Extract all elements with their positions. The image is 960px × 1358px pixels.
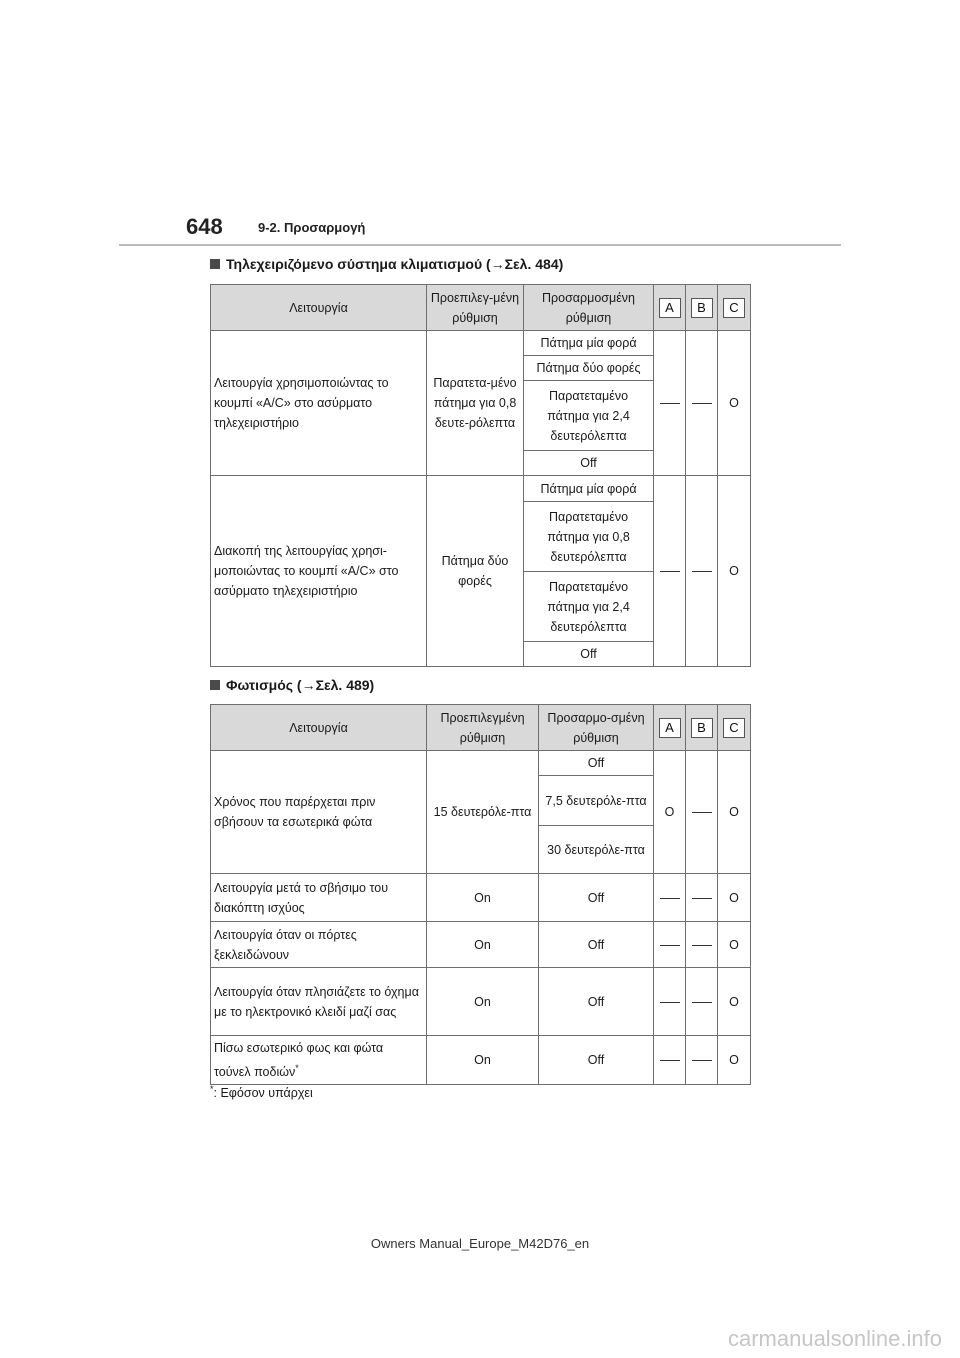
table-cell-c: O <box>718 331 751 476</box>
table-cell-a <box>654 1036 686 1085</box>
table-cell-a: O <box>654 751 686 874</box>
table-cell-default: On <box>427 874 539 922</box>
col-c: C <box>723 298 745 318</box>
footnote-text: : Εφόσον υπάρχει <box>213 1086 313 1101</box>
table-cell-custom: Off <box>539 968 654 1036</box>
table-cell-function: Χρόνος που παρέρχεται πριν σβήσουν τα εσωτερικά φώτα <box>211 751 427 874</box>
table-cell-a <box>654 331 686 476</box>
col-c: C <box>723 718 745 738</box>
square-bullet-icon <box>210 259 220 269</box>
table-cell-b <box>686 968 718 1036</box>
table-cell-b <box>686 922 718 968</box>
col-b: B <box>691 718 713 738</box>
square-bullet-icon <box>210 680 220 690</box>
table-cell-c: O <box>718 874 751 922</box>
table-cell-option: Πάτημα μία φορά <box>524 476 654 502</box>
table-cell-function: Λειτουργία χρησιμοποιώντας το κουμπί «A/C» στο ασύρματο τηλεχειριστήριο <box>211 331 427 476</box>
dash-mark <box>660 403 680 404</box>
table-cell-option: Πάτημα μία φορά <box>524 331 654 356</box>
table-cell-option: Off <box>539 751 654 776</box>
table-cell-custom: Off <box>539 874 654 922</box>
table-cell-c: O <box>718 968 751 1036</box>
table-cell-option: 30 δευτερόλε-πτα <box>539 826 654 874</box>
dash-mark <box>692 812 712 813</box>
section1-heading-text: Τηλεχειριζόμενο σύστημα κλιματισμού (→Σελ. 484) <box>226 256 564 272</box>
dash-mark <box>692 571 712 572</box>
col-custom: Προσαρμο-σμένη ρύθμιση <box>539 705 654 751</box>
table-cell-default: On <box>427 968 539 1036</box>
dash-mark <box>692 403 712 404</box>
section-label: 9-2. Προσαρμογή <box>258 220 366 235</box>
table-cell-default: Παρατετα-μένο πάτημα για 0,8 δευτε-ρόλεπτα <box>427 331 524 476</box>
table-cell-function <box>211 1036 427 1085</box>
table-cell-option: Πάτημα δύο φορές <box>524 356 654 381</box>
table-cell-default: 15 δευτερόλε-πτα <box>427 751 539 874</box>
table-cell-option: Off <box>524 451 654 476</box>
table-cell-option: Παρατεταμένο πάτημα για 2,4 δευτερόλεπτα <box>524 572 654 642</box>
dash-mark <box>660 571 680 572</box>
col-default: Προεπιλεγμένη ρύθμιση <box>427 705 539 751</box>
table-cell-b <box>686 874 718 922</box>
section1-heading <box>210 256 563 272</box>
table-cell-c: O <box>718 1036 751 1085</box>
table-cell-c: O <box>718 476 751 667</box>
table-cell-option: Παρατεταμένο πάτημα για 2,4 δευτερόλεπτα <box>524 381 654 451</box>
aircon-table <box>210 284 751 667</box>
footnote-mark: * <box>210 1084 214 1094</box>
page-number: 648 <box>186 214 223 239</box>
table-cell-function: Λειτουργία όταν οι πόρτες ξεκλειδώνουν <box>211 922 427 968</box>
dash-mark <box>660 898 680 899</box>
table-cell-option: Off <box>524 642 654 667</box>
section2-heading-text: Φωτισμός (→Σελ. 489) <box>226 677 375 693</box>
col-custom: Προσαρμοσμένη ρύθμιση <box>524 285 654 331</box>
table-cell-custom: Off <box>539 1036 654 1085</box>
dash-mark <box>692 1060 712 1061</box>
header-rule <box>119 244 841 246</box>
dash-mark <box>660 945 680 946</box>
lighting-table <box>210 704 751 1085</box>
table-cell-a <box>654 922 686 968</box>
footer-doc-id: Owners Manual_Europe_M42D76_en <box>370 1236 590 1251</box>
table-cell-a <box>654 968 686 1036</box>
function-text: Πίσω εσωτερικό φως και φώτα τούνελ ποδιών <box>214 1041 384 1080</box>
col-function: Λειτουργία <box>211 285 427 331</box>
table-cell-custom: Off <box>539 922 654 968</box>
footnote <box>210 1084 313 1100</box>
table-cell-function: Διακοπή της λειτουργίας χρησι-μοποιώντας το κουμπί «A/C» στο ασύρματο τηλεχειριστήριο <box>211 476 427 667</box>
table-cell-b <box>686 1036 718 1085</box>
dash-mark <box>660 1060 680 1061</box>
table-cell-function: Λειτουργία μετά το σβήσιμο του διακόπτη ισχύος <box>211 874 427 922</box>
table-cell-a <box>654 476 686 667</box>
table-cell-b <box>686 751 718 874</box>
table-cell-option: Παρατεταμένο πάτημα για 0,8 δευτερόλεπτα <box>524 502 654 572</box>
table-cell-c: O <box>718 922 751 968</box>
footnote-mark: * <box>295 1063 299 1073</box>
col-a: A <box>659 298 681 318</box>
section2-heading <box>210 677 374 693</box>
dash-mark <box>692 945 712 946</box>
dash-mark <box>692 1002 712 1003</box>
watermark: carmanualsonline.info <box>727 1326 942 1351</box>
col-a: A <box>659 718 681 738</box>
table-cell-default: Πάτημα δύο φορές <box>427 476 524 667</box>
table-cell-a <box>654 874 686 922</box>
table-cell-b <box>686 331 718 476</box>
table-cell-option: 7,5 δευτερόλε-πτα <box>539 776 654 826</box>
table-cell-default: On <box>427 1036 539 1085</box>
table-cell-function: Λειτουργία όταν πλησιάζετε το όχημα με το ηλεκτρονικό κλειδί μαζί σας <box>211 968 427 1036</box>
table-cell-c: O <box>718 751 751 874</box>
table-cell-b <box>686 476 718 667</box>
dash-mark <box>692 898 712 899</box>
col-function: Λειτουργία <box>211 705 427 751</box>
dash-mark <box>660 1002 680 1003</box>
table-cell-default: On <box>427 922 539 968</box>
col-b: B <box>691 298 713 318</box>
col-default: Προεπιλεγ-μένη ρύθμιση <box>427 285 524 331</box>
